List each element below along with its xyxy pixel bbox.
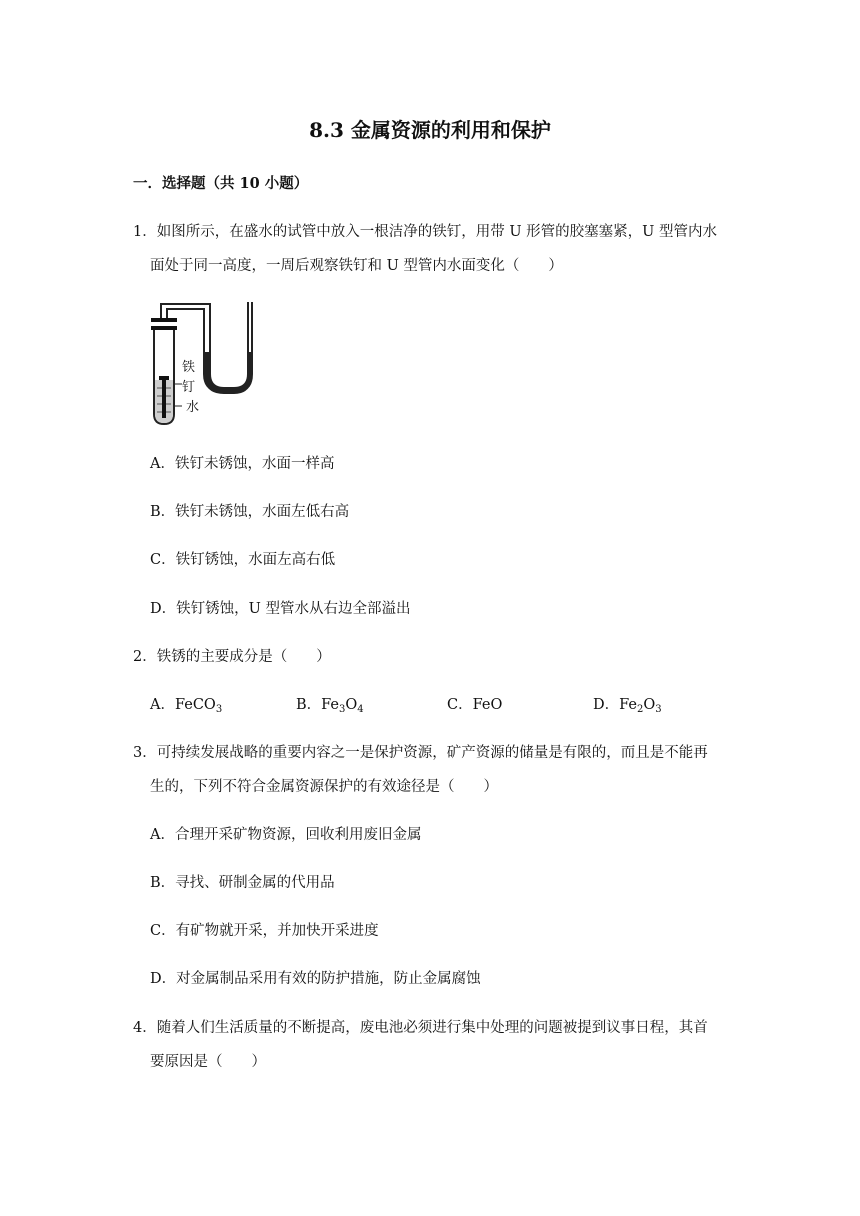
- question-3-option-d: D．对金属制品采用有效的防护措施，防止金属腐蚀: [150, 971, 481, 987]
- question-4-stem-line2: 要原因是（ ）: [150, 1054, 266, 1070]
- question-1-stem-line1: 1．如图所示，在盛水的试管中放入一根洁净的铁钉，用带 U 形管的胶塞塞紧，U 型管内水: [133, 224, 717, 240]
- question-3-stem-line2: 生的，下列不符合金属资源保护的有效途径是（ ）: [150, 779, 498, 795]
- question-3-stem-line1: 3．可持续发展战略的重要内容之一是保护资源，矿产资源的储量是有限的，而且是不能再: [133, 745, 708, 761]
- question-2-option-c: C．FeO: [447, 697, 503, 713]
- page-title: 8.3 金属资源的利用和保护: [309, 118, 551, 142]
- question-1-option-b: B．铁钉未锈蚀，水面左低右高: [150, 504, 350, 520]
- question-4-stem-line1: 4．随着人们生活质量的不断提高，废电池必须进行集中处理的问题被提到议事日程，其首: [133, 1020, 708, 1036]
- question-2-stem: 2．铁锈的主要成分是（ ）: [133, 649, 331, 665]
- question-2-option-a: A．FeCO$_3$: [150, 697, 223, 715]
- section-heading: 一．选择题（共 10 小题）: [133, 175, 309, 192]
- test-tube-u-tube-figure: [130, 292, 270, 432]
- question-1-option-a: A．铁钉未锈蚀，水面一样高: [150, 456, 335, 472]
- figure-label-iron: 铁: [182, 360, 196, 375]
- question-2-option-d: D．$Fe_2O_3$: [593, 697, 662, 715]
- figure-label-water: 水: [186, 400, 200, 415]
- question-1-option-d: D．铁钉锈蚀，U 型管水从右边全部溢出: [150, 601, 411, 617]
- question-3-option-b: B．寻找、研制金属的代用品: [150, 875, 335, 891]
- figure-label-nail: 钉: [182, 380, 196, 395]
- question-3-option-a: A．合理开采矿物资源，回收利用废旧金属: [150, 827, 422, 843]
- apparatus-diagram: [130, 292, 270, 432]
- question-3-option-c: C．有矿物就开采，并加快开采进度: [150, 923, 379, 939]
- question-1-stem-line2: 面处于同一高度，一周后观察铁钉和 U 型管内水面变化（ ）: [150, 258, 563, 274]
- question-2-option-b: B．$Fe_3O_4$: [296, 697, 364, 715]
- question-1-option-c: C．铁钉锈蚀，水面左高右低: [150, 552, 336, 568]
